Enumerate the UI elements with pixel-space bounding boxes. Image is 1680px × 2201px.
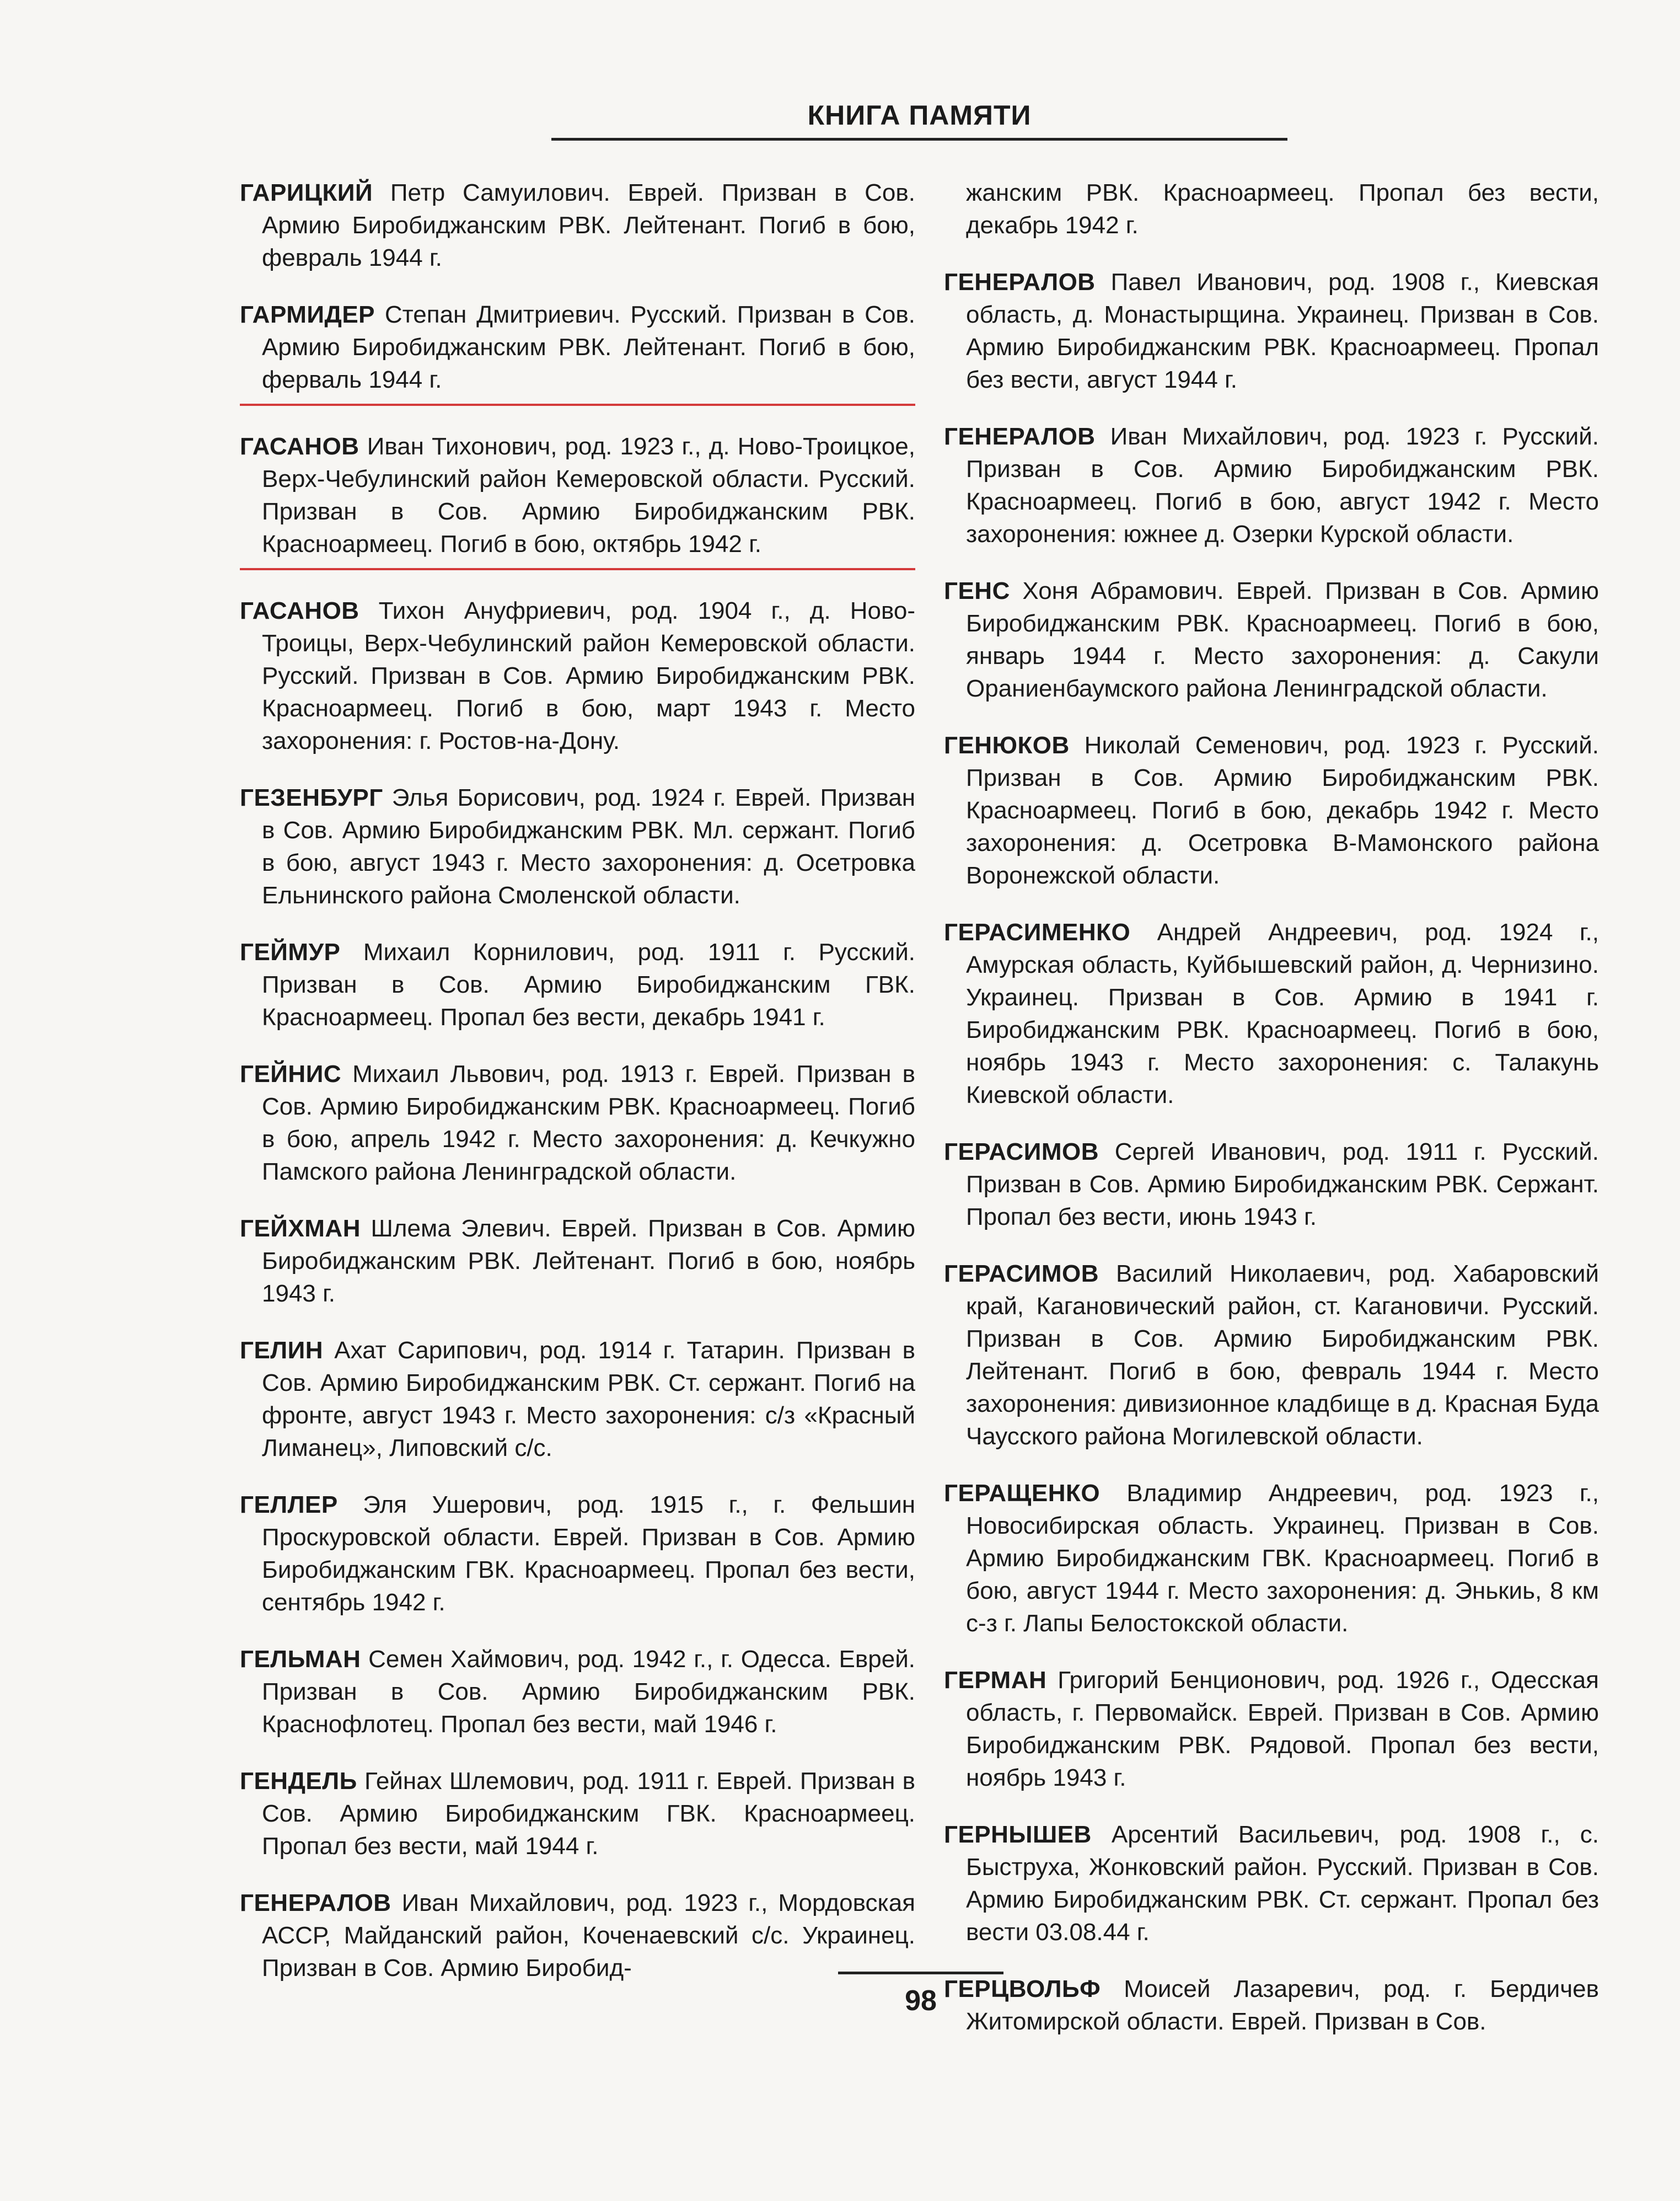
entry [944,266,1599,396]
entry [944,1818,1599,1948]
entry [944,1257,1599,1453]
entry [240,430,915,570]
entry-text: Гейнах Шлемович, род. 1911 г. Еврей. Призван в Сов. Армию Биробиджанским ГВК. Красноармеец. Пропал без вести, май 1944 г. [262,1768,915,1860]
entry [240,1643,915,1741]
entry [240,1887,915,1984]
entry-name: ГАСАНОВ [240,597,359,624]
entry [944,1136,1599,1233]
entry-name: ГЕРМАН [944,1667,1047,1694]
entry [944,420,1599,550]
entry [240,176,915,274]
header-title: КНИГА ПАМЯТИ [807,100,1032,131]
entry [240,781,915,912]
page-footer [838,1972,1003,2017]
entry [944,1477,1599,1640]
entry-name: ГЕЛЛЕР [240,1491,338,1518]
entry-name: ГАРМИДЕР [240,301,375,328]
entry [240,1488,915,1619]
entry-text: Арсентий Васильевич, род. 1908 г., с. Быструха, Жонковский район. Русский. Призван в Сов. Армию Биробиджанским РВК. Ст. сержант. Пропал без вести 03.08.44 г. [966,1821,1599,1946]
page-number: 98 [905,1985,937,2017]
entry [944,916,1599,1111]
entry-text: Хоня Абрамович. Еврей. Призван в Сов. Армию Биробиджанским РВК. Красноармеец. Погиб в бою, январь 1944 г. Место захоронения: д. Сакули Ораниенбаумского района Ленинградской области. [966,577,1599,702]
entry-name: ГЕНЕРАЛОВ [240,1889,391,1916]
entry-name: ГЕРЦВОЛЬФ [944,1975,1101,2002]
entry-text: Шлема Элевич. Еврей. Призван в Сов. Армию Биробиджанским РВК. Лейтенант. Погиб в бою, ноябрь 1943 г. [262,1215,915,1307]
entry-name: ГЕЛИН [240,1337,324,1364]
entry [240,1334,915,1464]
entry-name: ГЕРАСИМОВ [944,1260,1099,1287]
entry-text: Николай Семенович, род. 1923 г. Русский. Призван в Сов. Армию Биробиджанским РВК. Красноармеец. Погиб в бою, декабрь 1942 г. Место захоронения: д. Осетровка В-Мамонского района Воронежской области. [966,732,1599,889]
entry-name: ГЕНДЕЛЬ [240,1768,357,1795]
entry-text: Михаил Львович, род. 1913 г. Еврей. Призван в Сов. Армию Биробиджанским РВК. Красноармеец. Погиб в бою, апрель 1942 г. Место захоронения: д. Кечкужно Памского района Ленинградской области. [262,1061,915,1185]
entry-text: Григорий Бенционович, род. 1926 г., Одесская область, г. Первомайск. Еврей. Призван в Сов. Армию Биробиджанским РВК. Рядовой. Пропал без вести, ноябрь 1943 г. [966,1667,1599,1791]
entry [240,1765,915,1862]
entry-text: Владимир Андреевич, род. 1923 г., Новосибирская область. Украинец. Призван в Сов. Армию Биробиджанским ГВК. Красноармеец. Погиб в бою, август 1944 г. Место захоронения: д. Энькиь, 8 км с-з г. Лапы Белостокской области. [966,1480,1599,1637]
right-column [944,176,1599,2062]
entry-text: Иван Михайлович, род. 1923 г. Русский. Призван в Сов. Армию Биробиджанским РВК. Красноармеец. Погиб в бою, август 1942 г. Место захоронения: южнее д. Озерки Курской области. [966,423,1599,548]
entry-text: Эля Ушерович, род. 1915 г., г. Фельшин Проскуровской области. Еврей. Призван в Сов. Армию Биробиджанским ГВК. Красноармеец. Пропал без вести, сентябрь 1942 г. [262,1491,915,1616]
entry-text: Семен Хаймович, род. 1942 г., г. Одесса. Еврей. Призван в Сов. Армию Биробиджанским РВК. Краснофлотец. Пропал без вести, май 1946 г. [262,1646,915,1738]
entry [240,298,915,406]
entry [944,1664,1599,1794]
left-column [240,176,915,2009]
entry-text: Сергей Иванович, род. 1911 г. Русский. Призван в Сов. Армию Биробиджанским РВК. Сержант. Пропал без вести, июнь 1943 г. [966,1138,1599,1230]
entry-text: Ахат Сарипович, род. 1914 г. Татарин. Призван в Сов. Армию Биробиджанским РВК. Ст. сержант. Погиб на фронте, август 1943 г. Место захоронения: с/з «Красный Лиманец», Липовский с/с. [262,1337,915,1461]
entry [240,936,915,1033]
entry-text: Петр Самуилович. Еврей. Призван в Сов. Армию Биробиджанским РВК. Лейтенант. Погиб в бою, февраль 1944 г. [262,179,915,271]
entry-name: ГЕНЕРАЛОВ [944,423,1096,450]
entry-text: Павел Иванович, род. 1908 г., Киевская область, д. Монастырщина. Украинец. Призван в Сов. Армию Биробиджанским РВК. Красноармеец. Пропал без вести, август 1944 г. [966,269,1599,393]
entry [240,1212,915,1310]
entry-name: ГЕНС [944,577,1010,604]
entry-name: ГЕРАЩЕНКО [944,1480,1101,1507]
entry-name: ГЕЙНИС [240,1061,342,1088]
entry-text: Андрей Андреевич, род. 1924 г., Амурская область, Куйбышевский район, д. Чернизино. Украинец. Призван в Сов. Армию в 1941 г. Биробиджанским РВК. Красноармеец. Погиб в бою, ноябрь 1943 г. Место захоронения: с. Талакунь Киевской области. [966,919,1599,1108]
entry-name: ГЕРНЫШЕВ [944,1821,1092,1848]
entry-name: ГЕЙХМАН [240,1215,361,1242]
entry [240,1058,915,1188]
entry-name: ГАСАНОВ [240,433,359,460]
entry-name: ГЕРАСИМОВ [944,1138,1099,1165]
entry-name: ГЕЙМУР [240,939,341,966]
entry-text: Иван Тихонович, род. 1923 г., д. Ново-Троицкое, Верх-Чебулинский район Кемеровской области. Русский. Призван в Сов. Армию Биробиджанским РВК. Красноармеец. Погиб в бою, октябрь 1942 г. [262,433,915,558]
entry-text: Элья Борисович, род. 1924 г. Еврей. Призван в Сов. Армию Биробиджанским РВК. Мл. сержант. Погиб в бою, август 1943 г. Место захоронения: д. Осетровка Ельнинского района Смоленской области. [262,784,915,909]
entry [944,729,1599,892]
entry-name: ГЕЛЬМАН [240,1646,361,1673]
entry-text: Василий Николаевич, род. Хабаровский край, Кагановический район, ст. Кагановичи. Русский. Призван в Сов. Армию Биробиджанским РВК. Лейтенант. Погиб в бою, февраль 1944 г. Место захоронения: дивизионное кладбище в д. Красная Буда Чаусского района Могилевской области. [966,1260,1599,1450]
entry-continuation: жанским РВК. Красноармеец. Пропал без вести, декабрь 1942 г. [966,179,1599,239]
entry-text: Иван Михайлович, род. 1923 г., Мордовская АССР, Майданский район, Коченаевский с/с. Украинец. Призван в Сов. Армию Биробид- [262,1889,915,1982]
entry-name: ГАРИЦКИЙ [240,179,373,206]
entry [944,1973,1599,2038]
entry-text: Степан Дмитриевич. Русский. Призван в Сов. Армию Биробиджанским РВК. Лейтенант. Погиб в бою, ферваль 1944 г. [262,301,915,393]
entry [944,575,1599,705]
entry-text: Моисей Лазаревич, род. г. Бердичев Житомирской области. Еврей. Призван в Сов. [966,1975,1599,2035]
entry-name: ГЕЗЕНБУРГ [240,784,383,811]
entry-text: Тихон Ануфриевич, род. 1904 г., д. Ново-Троицы, Верх-Чебулинский район Кемеровской области. Русский. Призван в Сов. Армию Биробиджанским РВК. Красноармеец. Погиб в бою, март 1943 г. Место захоронения: г. Ростов-на-Дону. [262,597,915,754]
page-header [551,99,1287,141]
entry-name: ГЕНЕРАЛОВ [944,269,1096,296]
entry-name: ГЕРАСИМЕНКО [944,919,1131,946]
entry [240,595,915,757]
entry-text: Михаил Корнилович, род. 1911 г. Русский. Призван в Сов. Армию Биробиджанским ГВК. Красноармеец. Пропал без вести, декабрь 1941 г. [262,939,915,1031]
entry-name: ГЕНЮКОВ [944,732,1070,759]
